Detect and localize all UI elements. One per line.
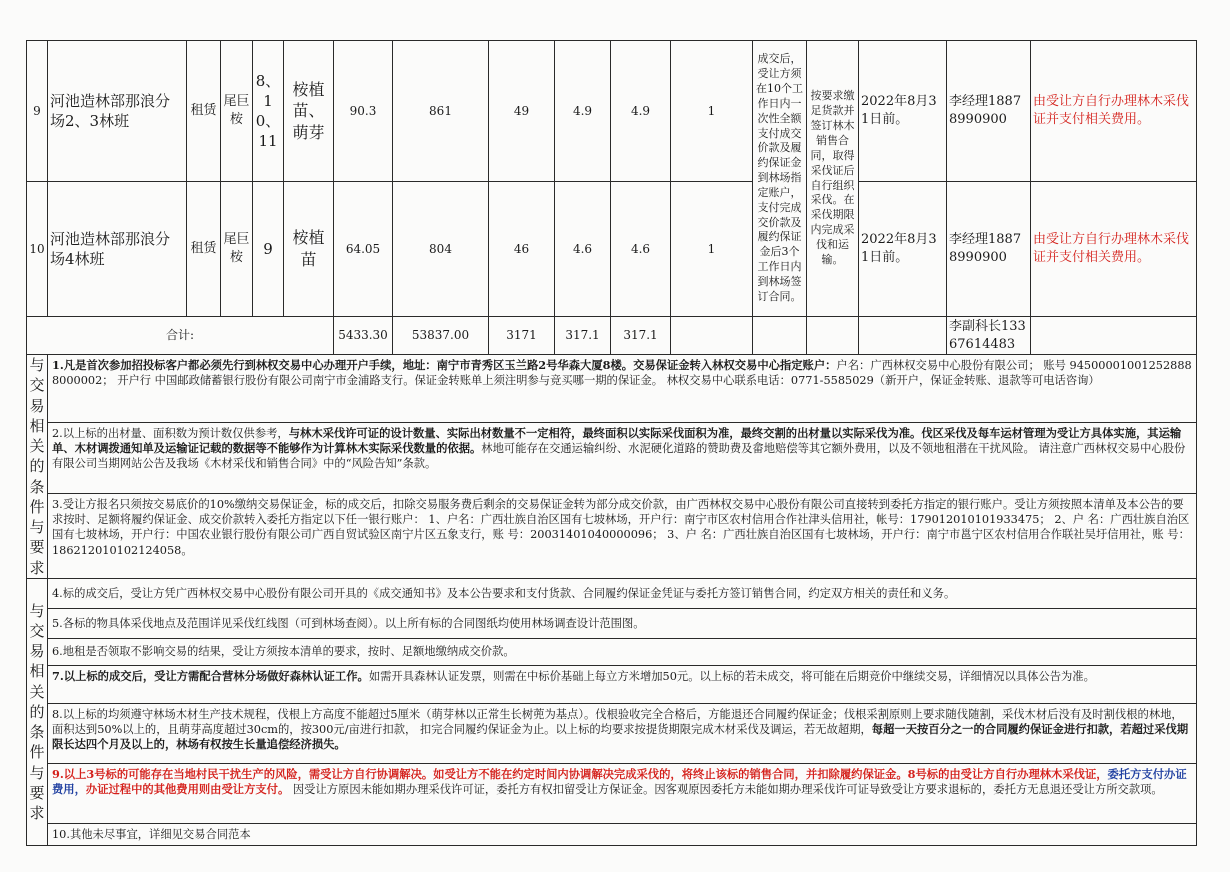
origin-cell: 桉植苗 [284,182,334,317]
condition-7: 7.以上标的成交后，受让方需配合营林分场做好森林认证工作。如需开具森林认证发票，则需在中标价基础上每立方米增加50元。以上标的若未成交，将可能在后期竞价中继续交易，详细情况以具体公告为准。 [48,665,1197,703]
listing-table [26,40,1197,846]
area-cell: 64.05 [334,182,393,317]
table-row [27,41,1197,182]
total-label: 合计: [27,317,334,355]
deadline-cell: 2022年8月31日前。 [859,182,947,317]
area-cell: 90.3 [334,41,393,182]
volume-cell: 804 [393,182,489,317]
condition-row [27,578,1197,608]
contact-cell: 李经理18878990900 [947,41,1031,182]
remark-cell: 由受让方自行办理林木采伐证并支付相关费用。 [1031,182,1197,317]
reserve-price-cell: 46 [489,182,555,317]
payment-terms-cell: 成交后，受让方须在10个工作日内一次性全额支付成交价款及履约保证金到林场指定账户，支付完成交价款及履约保证金后3个工作日内到林场签订合同。 [753,41,807,317]
condition-row [27,703,1197,763]
total-reserve: 3171 [489,317,555,355]
mode-cell: 租赁 [187,41,221,182]
deposit-cell: 4.6 [555,182,611,317]
total-bond: 317.1 [611,317,671,355]
block-cell: 9 [253,182,284,317]
cycle-cell: 1 [671,182,753,317]
condition-4: 4.标的成交后，受让方凭广西林权交易中心股份有限公司开具的《成交通知书》及本公告要求和支付货款、合同履约保证金凭证与委托方签订销售合同，约定双方相关的责任和义务。 [48,578,1197,608]
row-number: 9 [27,41,48,182]
condition-row [27,493,1197,578]
harvest-terms-cell: 按要求缴足货款并签订林木销售合同，取得采伐证后自行组织采伐。在采伐期限内完成采伐和运输。 [807,41,859,317]
condition-row [27,355,1197,423]
mode-cell: 租赁 [187,182,221,317]
side-label: 与交易相关的条件与要求 [27,578,48,845]
total-deposit: 317.1 [555,317,611,355]
deposit-cell: 4.9 [555,41,611,182]
total-area: 5433.30 [334,317,393,355]
bond-cell: 4.6 [611,182,671,317]
species-cell: 尾巨桉 [221,41,253,182]
row-number: 10 [27,182,48,317]
condition-6: 6.地租是否领取不影响交易的结果，受让方须按本清单的要求，按时、足额地缴纳成交价款。 [48,638,1197,665]
condition-row [27,823,1197,845]
table-row [27,182,1197,317]
condition-8: 8.以上标的均须遵守林场木材生产技术规程，伐根上方高度不能超过5厘米（萌芽林以正常生长树蔸为基点）。伐根验收完全合格后，方能退还合同履约保证金；伐根采割原则上要求随伐随割，采伐木材后没有及时割伐根的林地，面积达到50%以上的，且萌芽高度超过30cm的，按300元/亩进行扣款， 扣完合同履约保证金为止。以上标的均要求按提货期限完成木材采伐及调运，若无故超期，每超一天按百分之一的合同履约保证金进行扣款，若超过采伐期限长达四个月及以上的，林场有权按生长量追偿经济损失。 [48,703,1197,763]
condition-2: 2.以上标的出材量、面积数为预计数仅供参考，与林木采伐许可证的设计数量、实际出材数量不一定相符，最终面积以实际采伐面积为准，最终交割的出材量以实际采伐为准。伐区采伐及每车运材管理为受让方具体实施，其运输单、木材调拨通知单及运输证记载的数据等不能够作为计算林木实际采伐数量的依据。林地可能存在交通运输纠纷、水泥硬化道路的赞助费及畲地赔偿等其它额外费用，以及不领地租潜在干扰风险。 请注意广西林权交易中心股份有限公司当期网站公告及我场《木材采伐和销售合同》中的“风险告知”条款。 [48,422,1197,493]
side-label: 与交易相关的条件与要求 [27,355,48,579]
condition-row [27,422,1197,493]
location-cell: 河池造林部那浪分场2、3林班 [48,41,187,182]
condition-row [27,665,1197,703]
reserve-price-cell: 49 [489,41,555,182]
total-volume: 53837.00 [393,317,489,355]
condition-10: 10.其他未尽事宜，详细见交易合同范本 [48,823,1197,845]
condition-1: 1.凡是首次参加招投标客户都必须先行到林权交易中心办理开户手续，地址：南宁市青秀区玉兰路2号华森大厦8楼。交易保证金转入林权交易中心指定账户：户名：广西林权交易中心股份有限公司； 账号 945000010012528888000002； 开户行 中国邮政储蓄银行股份有限公司南宁市金浦路支行。保证金转账单上须注明参与竞买哪一期的保证金。 林权交易中心联系电话：0771-5585029（新开户，保证金转账、退款等可电话咨询） [48,355,1197,423]
condition-row [27,608,1197,638]
contact-cell: 李经理18878990900 [947,182,1031,317]
block-cell: 8、10、11 [253,41,284,182]
bond-cell: 4.9 [611,41,671,182]
location-cell: 河池造林部那浪分场4林班 [48,182,187,317]
species-cell: 尾巨桉 [221,182,253,317]
total-row [27,317,1197,355]
deadline-cell: 2022年8月31日前。 [859,41,947,182]
total-contact: 李副科长13367614483 [947,317,1031,355]
condition-row [27,763,1197,823]
remark-cell: 由受让方自行办理林木采伐证并支付相关费用。 [1031,41,1197,182]
condition-row [27,638,1197,665]
cycle-cell: 1 [671,41,753,182]
origin-cell: 桉植苗、萌芽 [284,41,334,182]
condition-5: 5.各标的物具体采伐地点及范围详见采伐红线图（可到林场查阅）。以上所有标的合同图纸均使用林场调查设计范围图。 [48,608,1197,638]
volume-cell: 861 [393,41,489,182]
condition-3: 3.受让方报名只须按交易底价的10%缴纳交易保证金，标的成交后，扣除交易服务费后剩余的交易保证金转为部分成交价款，由广西林权交易中心股份有限公司直接转到委托方指定的银行账户。受让方须按照本清单及本公告的要求按时、足额将履约保证金、成交价款转入委托方指定以下任一银行账户： 1、户名：广西壮族自治区国有七坡林场，开户行：南宁市区农村信用合作社津头信用社，帐号：17901201010193347​5； 2、户 名：广西壮族自治区国有七坡林场，开户行：中国农业银行股份有限公司广西自贸试验区南宁片区五象支行，账 号：20031401040000096； 3、户 名：广西壮族自治区国有七坡林场，开户行：南宁市邕宁区农村信用合作联社吴圩信用社，账 号：186212010102124058。 [48,493,1197,578]
condition-9: 9.以上3号标的可能存在当地村民干扰生产的风险，需受让方自行协调解决。如受让方不能在约定时间内协调解决完成采伐的，将终止该标的销售合同，并扣除履约保证金。8号标的由受让方自行办理林木采伐证，委托方支付办证费用，办证过程中的其他费用则由受让方支付。 因受让方原因未能如期办理采伐许可证，委托方有权扣留受让方保证金。因客观原因委托方未能如期办理采伐许可证导致受让方要求退标的，委托方无息退还受让方所交款项。 [48,763,1197,823]
